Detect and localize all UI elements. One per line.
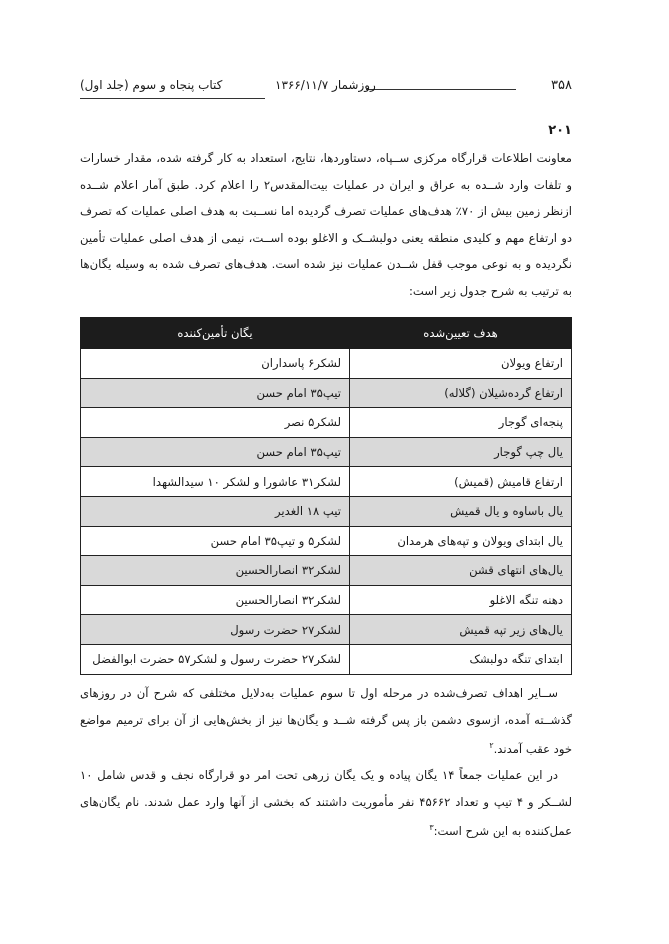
unit-cell: لشکر۲۷ حضرت رسول و لشکر۵۷ حضرت ابوالفضل [81,644,350,674]
footnote-marker: ۳ [429,823,434,833]
unit-cell: لشکر۵ و تیپ۳۵ امام حسن [81,526,350,556]
header-rule [366,89,516,90]
footnote-marker: ۲ [489,741,494,751]
table-row [81,349,572,379]
retreat-paragraph [80,680,572,763]
target-cell: یال‌های انتهای قشن [350,556,572,586]
unit-cell: لشکر۵ نصر [81,408,350,438]
table-row [81,437,572,467]
running-header [80,78,572,100]
unit-cell: لشکر۳۲ انصارالحسین [81,585,350,615]
retreat-paragraph-text: ســایر اهداف تصرف‌شده در مرحله اول تا سوم عملیات به‌دلایل مختلفی که شرح آن در روزهای گذشــته آمده، ازسوی دشمن باز پس گرفته شــد و یگان‌ها نیز از بخش‌هایی از آن برای ترمیم مواضع خود عقب آمدند. [80,686,572,757]
table-row [81,644,572,674]
units-paragraph [80,762,572,845]
header-target: هدف تعیین‌شده [350,318,572,349]
table-row [81,615,572,645]
table-row [81,408,572,438]
target-cell: ابتدای تنگه دولبشک [350,644,572,674]
target-cell: ارتفاع گرده‌شیلان (گلاله) [350,378,572,408]
target-cell: یال‌های زیر تپه قمیش [350,615,572,645]
table-row [81,585,572,615]
book-title: کتاب پنجاه و سوم (جلد اول) [80,78,223,92]
document-number: ۲۰۱ [548,123,572,138]
table-row [81,526,572,556]
target-cell: ارتفاع ویولان [350,349,572,379]
table-row [81,467,572,497]
units-paragraph-text: در این عملیات جمعاً ۱۴ یگان پیاده و یک یگان زرهی تحت امر دو قرارگاه نجف و قدس شامل ۱۰ لشــکر و ۴ تیپ و تعداد ۴۵۶۶۲ نفر مأموریت داشتند که بخشی از آنها وارد عمل شدند. نام یگان‌های عمل‌کننده به این شرح است: [80,768,573,839]
target-cell: یال ابتدای ویولان و تپه‌های هرمدان [350,526,572,556]
header-unit: یگان تأمین‌کننده [81,318,350,349]
table-row [81,378,572,408]
target-cell: ارتفاع قامیش (قمیش) [350,467,572,497]
page-number: ۳۵۸ [551,78,572,93]
table-header-row [81,318,572,349]
unit-cell: تیپ۳۵ امام حسن [81,437,350,467]
unit-cell: لشکر۶ پاسداران [81,349,350,379]
book-title-underline [80,98,265,99]
target-cell: یال چپ گوجار [350,437,572,467]
header-date: روزشمار ۱۳۶۶/۱۱/۷ [275,78,376,92]
target-cell: یال باساوه و یال قمیش [350,496,572,526]
unit-cell: لشکر۲۷ حضرت رسول [81,615,350,645]
intro-paragraph: معاونت اطلاعات قرارگاه مرکزی ســپاه، دستاوردها، نتایج، استعداد به کار گرفته شده، مقدار خسارات و تلفات وارد شــده به عراق و ایران در عملیات بیت‌المقدس۲ را اعلام کرد. طبق آمار اعلام شــده ازنظر زمین بیش از ۷۰٪ هدف‌های عملیات تصرف گردیده اما نســبت به هدف اصلی عملیات که تصرف دو ارتفاع مهم و کلیدی منطقه یعنی دولبشــک و الاغلو بوده اســت، نیمی از هدف اصلی عملیات تأمین نگردیده و به نوعی موجب قفل شــدن عملیات نیز شده است. هدف‌های تصرف شده به وسیله یگان‌ها به ترتیب به شرح جدول زیر است: [80,151,573,298]
unit-cell: تیپ۳۵ امام حسن [81,378,350,408]
table-row [81,496,572,526]
unit-cell: لشکر۳۲ انصارالحسین [81,556,350,586]
unit-cell: تیپ ۱۸ الغدیر [81,496,350,526]
target-cell: دهنه تنگه الاغلو [350,585,572,615]
targets-table [80,317,572,675]
table-row [81,556,572,586]
unit-cell: لشکر۳۱ عاشورا و لشکر ۱۰ سیدالشهدا [81,467,350,497]
target-cell: پنجه‌ای گوجار [350,408,572,438]
